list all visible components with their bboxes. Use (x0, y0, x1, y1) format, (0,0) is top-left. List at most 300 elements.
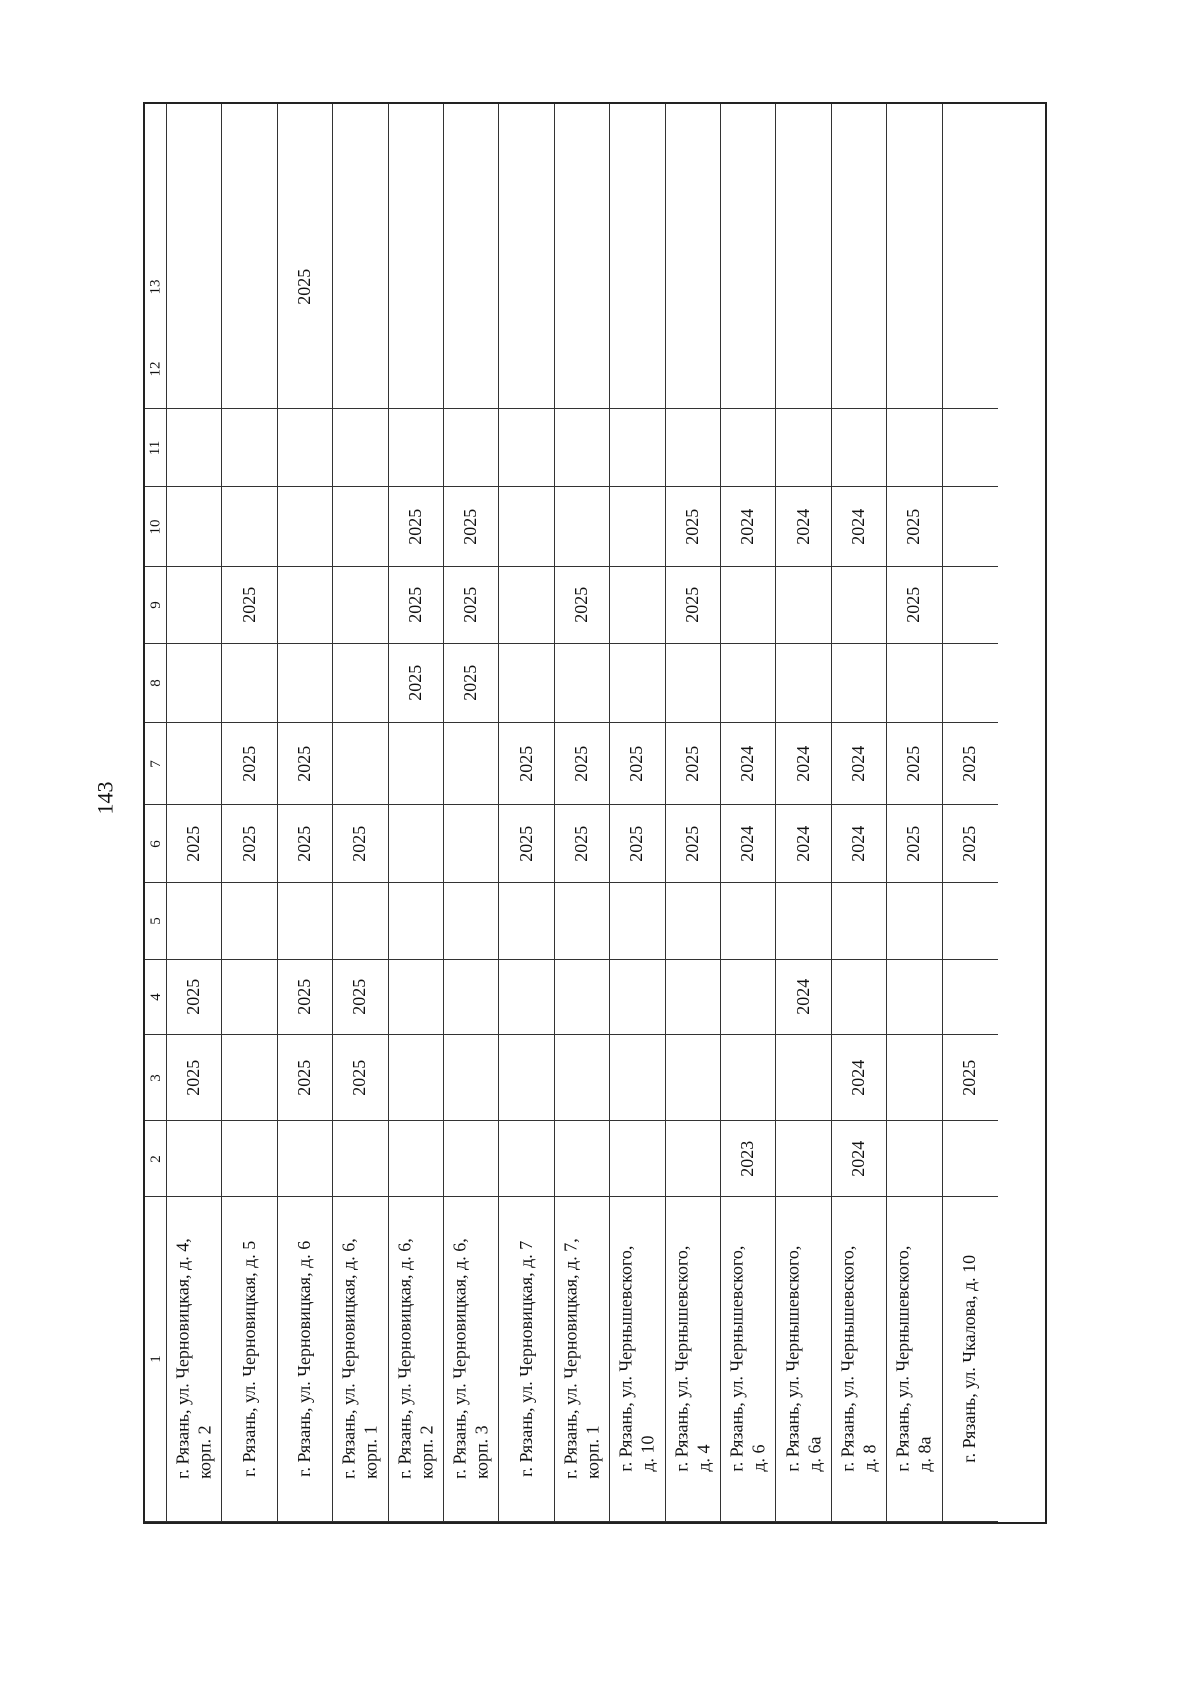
year-cell (943, 409, 998, 487)
year-cell (610, 409, 664, 487)
year-cell (666, 1121, 720, 1197)
year-value: 2024 (848, 745, 869, 782)
year-cell (887, 883, 941, 960)
year-cell (721, 567, 775, 644)
year-value: 2025 (903, 825, 924, 862)
address-cell (776, 1197, 830, 1522)
year-cell (444, 644, 498, 723)
year-cell (887, 805, 941, 883)
year-cell (610, 487, 664, 567)
year-value: 2025 (238, 745, 259, 782)
header-cell (145, 1197, 166, 1522)
year-cell (389, 1035, 443, 1121)
address-text (239, 1241, 261, 1477)
year-cell (610, 1035, 664, 1121)
address-line: г. Рязань, ул. Чернышевского, (615, 1245, 636, 1473)
year-cell (222, 805, 276, 883)
year-cell (499, 644, 553, 723)
year-cell (333, 644, 387, 723)
year-cell (555, 805, 609, 883)
year-cell (278, 567, 332, 644)
year-cell (887, 723, 941, 805)
address-line: г. Рязань, ул. Чернышевского, (837, 1245, 858, 1473)
table-row (278, 104, 333, 1522)
year-cell (167, 567, 221, 644)
year-value: 2025 (515, 745, 536, 782)
year-cell (389, 644, 443, 723)
header-label: 6 (147, 839, 164, 848)
page-number: 143 (92, 781, 117, 815)
year-cell (555, 644, 609, 723)
year-value: 2025 (571, 587, 592, 623)
year-cell (167, 1121, 221, 1197)
year-cell (721, 644, 775, 723)
header-cell (145, 244, 166, 330)
year-value: 2024 (737, 825, 758, 862)
year-cell (222, 1121, 276, 1197)
year-value: 2024 (792, 745, 813, 782)
year-cell (222, 723, 276, 805)
address-line: корп. 2 (415, 1425, 436, 1480)
year-cell (832, 330, 886, 409)
address-text (339, 1239, 382, 1480)
year-cell (499, 805, 553, 883)
year-value: 2024 (848, 1059, 869, 1096)
address-text (394, 1239, 437, 1480)
address-cell (389, 1197, 443, 1522)
year-cell (499, 960, 553, 1035)
table-row (776, 104, 831, 1522)
year-cell (610, 644, 664, 723)
year-cell (721, 1035, 775, 1121)
header-row (145, 104, 167, 1522)
year-cell (721, 409, 775, 487)
header-label: 13 (147, 279, 164, 295)
address-cell (610, 1197, 664, 1522)
address-line: г. Рязань, ул. Черновицкая, д. 6, (394, 1238, 415, 1480)
address-line: корп. 1 (360, 1425, 381, 1480)
year-value: 2025 (404, 665, 425, 701)
year-cell (555, 723, 609, 805)
year-cell (333, 330, 387, 409)
table-row (167, 104, 222, 1522)
address-text (450, 1239, 493, 1480)
year-value: 2025 (404, 508, 425, 545)
address-cell (222, 1197, 276, 1522)
address-line: корп. 2 (194, 1425, 215, 1480)
year-cell (333, 409, 387, 487)
year-cell (666, 1035, 720, 1121)
table-row (943, 104, 998, 1522)
header-cell (145, 723, 166, 805)
table-row (721, 104, 776, 1522)
year-cell (222, 330, 276, 409)
year-cell (333, 1035, 387, 1121)
address-line: г. Рязань, ул. Чернышевского, (781, 1245, 802, 1473)
year-cell (721, 805, 775, 883)
year-cell (776, 805, 830, 883)
year-cell (832, 883, 886, 960)
address-line: д. 10 (637, 1435, 658, 1473)
year-cell (444, 1035, 498, 1121)
year-cell (333, 567, 387, 644)
year-cell (389, 567, 443, 644)
year-cell (887, 487, 941, 567)
address-line: г. Рязань, ул. Черновицкая, д. 4, (172, 1238, 193, 1480)
address-cell (499, 1197, 553, 1522)
year-cell (776, 960, 830, 1035)
year-cell (167, 330, 221, 409)
table-row (666, 104, 721, 1522)
table-row (499, 104, 554, 1522)
address-line: корп. 3 (471, 1425, 492, 1480)
year-cell (555, 487, 609, 567)
address-cell (555, 1197, 609, 1522)
year-value: 2025 (183, 825, 204, 862)
year-cell (721, 487, 775, 567)
year-cell (832, 644, 886, 723)
year-cell (776, 487, 830, 567)
year-cell (666, 567, 720, 644)
table-row (555, 104, 610, 1522)
year-value: 2025 (626, 745, 647, 782)
year-cell (666, 723, 720, 805)
table-row (333, 104, 388, 1522)
year-cell (389, 330, 443, 409)
year-cell (776, 644, 830, 723)
year-cell (555, 330, 609, 409)
year-cell (776, 409, 830, 487)
year-cell (887, 1035, 941, 1121)
year-cell (167, 960, 221, 1035)
year-cell (222, 960, 276, 1035)
address-text (516, 1241, 538, 1477)
year-cell (278, 644, 332, 723)
header-label: 7 (147, 759, 164, 768)
year-value: 2025 (903, 587, 924, 623)
year-value: 2025 (294, 269, 315, 305)
year-cell (444, 330, 498, 409)
year-cell (278, 960, 332, 1035)
year-cell (666, 487, 720, 567)
header-cell (145, 409, 166, 487)
year-cell (610, 244, 664, 330)
year-value: 2024 (792, 979, 813, 1015)
year-cell (222, 567, 276, 644)
address-line: д. 8 (858, 1444, 879, 1473)
year-cell (499, 487, 553, 567)
year-cell (943, 1121, 998, 1197)
year-cell (167, 1035, 221, 1121)
year-value: 2025 (959, 825, 980, 862)
year-cell (776, 330, 830, 409)
year-cell (278, 487, 332, 567)
header-cell (145, 960, 166, 1035)
address-text (294, 1241, 316, 1477)
year-cell (943, 805, 998, 883)
year-cell (832, 487, 886, 567)
address-cell (666, 1197, 720, 1522)
year-cell (721, 960, 775, 1035)
address-cell (167, 1197, 221, 1522)
address-cell (278, 1197, 332, 1522)
year-cell (499, 567, 553, 644)
table-row (389, 104, 444, 1522)
address-line: г. Рязань, ул. Черновицкая, д. 5 (238, 1240, 259, 1478)
header-label: 5 (147, 917, 164, 925)
year-cell (776, 883, 830, 960)
year-cell (666, 644, 720, 723)
year-cell (776, 1121, 830, 1197)
year-cell (278, 723, 332, 805)
year-cell (610, 1121, 664, 1197)
year-cell (444, 244, 498, 330)
address-text (616, 1246, 659, 1472)
header-label: 8 (147, 679, 164, 687)
year-cell (222, 1035, 276, 1121)
year-cell (444, 883, 498, 960)
header-cell (145, 1121, 166, 1197)
year-cell (666, 805, 720, 883)
year-cell (389, 1121, 443, 1197)
year-cell (832, 1035, 886, 1121)
year-cell (832, 723, 886, 805)
year-value: 2025 (183, 979, 204, 1015)
year-cell (832, 244, 886, 330)
year-cell (499, 244, 553, 330)
year-value: 2025 (460, 665, 481, 701)
year-cell (499, 409, 553, 487)
year-cell (333, 1121, 387, 1197)
header-cell (145, 487, 166, 567)
address-text (960, 1255, 982, 1463)
year-cell (278, 883, 332, 960)
year-value: 2025 (681, 745, 702, 782)
year-cell (776, 723, 830, 805)
header-cell (145, 644, 166, 723)
year-cell (610, 805, 664, 883)
table-row (832, 104, 887, 1522)
year-value: 2025 (294, 745, 315, 782)
header-cell (145, 1035, 166, 1121)
year-cell (278, 330, 332, 409)
year-value: 2025 (183, 1059, 204, 1096)
year-cell (610, 330, 664, 409)
address-text (727, 1246, 770, 1472)
year-cell (333, 487, 387, 567)
year-cell (776, 567, 830, 644)
address-text (782, 1246, 825, 1472)
year-cell (943, 487, 998, 567)
year-value: 2025 (681, 825, 702, 862)
year-cell (444, 567, 498, 644)
header-label: 9 (147, 601, 164, 609)
year-cell (666, 883, 720, 960)
year-cell (167, 883, 221, 960)
address-cell (444, 1197, 498, 1522)
year-cell (167, 244, 221, 330)
year-cell (887, 567, 941, 644)
year-cell (610, 960, 664, 1035)
year-cell (499, 1035, 553, 1121)
year-value: 2024 (792, 825, 813, 862)
header-label: 12 (147, 361, 164, 377)
year-value: 2025 (959, 745, 980, 782)
header-cell (145, 567, 166, 644)
address-cell (832, 1197, 886, 1522)
year-cell (610, 883, 664, 960)
year-cell (167, 644, 221, 723)
year-cell (222, 487, 276, 567)
year-cell (444, 487, 498, 567)
year-cell (499, 330, 553, 409)
address-line: д. 6а (803, 1436, 824, 1473)
year-cell (555, 1035, 609, 1121)
address-cell (721, 1197, 775, 1522)
year-cell (832, 1121, 886, 1197)
address-cell (887, 1197, 941, 1522)
year-cell (499, 1121, 553, 1197)
address-line: г. Рязань, ул. Черновицкая, д. 6, (449, 1238, 470, 1480)
address-cell (943, 1197, 998, 1522)
year-cell (721, 244, 775, 330)
year-cell (721, 883, 775, 960)
year-cell (167, 409, 221, 487)
header-cell (145, 883, 166, 960)
year-cell (776, 244, 830, 330)
year-cell (499, 883, 553, 960)
header-cell (145, 330, 166, 409)
header-label: 4 (147, 993, 164, 1001)
year-cell (776, 1035, 830, 1121)
year-cell (943, 1035, 998, 1121)
year-cell (832, 960, 886, 1035)
year-value: 2025 (294, 979, 315, 1015)
table-row (444, 104, 499, 1522)
year-value: 2025 (238, 825, 259, 862)
year-cell (610, 567, 664, 644)
year-cell (222, 883, 276, 960)
header-label: 11 (147, 440, 164, 455)
year-cell (666, 330, 720, 409)
year-cell (555, 960, 609, 1035)
table-row (887, 104, 942, 1522)
year-cell (887, 1121, 941, 1197)
address-line: г. Рязань, ул. Чернышевского, (892, 1245, 913, 1473)
year-cell (333, 883, 387, 960)
table-row (610, 104, 665, 1522)
year-cell (222, 644, 276, 723)
year-value: 2025 (294, 825, 315, 862)
address-line: г. Рязань, ул. Черновицкая, д. 6, (338, 1238, 359, 1480)
year-value: 2024 (848, 508, 869, 545)
year-cell (610, 723, 664, 805)
address-line: г. Рязань, ул. Чкалова, д. 10 (959, 1255, 980, 1463)
year-cell (278, 409, 332, 487)
address-line: г. Рязань, ул. Черновицкая, д. 7, (560, 1238, 581, 1480)
year-cell (167, 805, 221, 883)
year-cell (389, 244, 443, 330)
year-value: 2025 (294, 1059, 315, 1096)
header-cell (145, 805, 166, 883)
year-cell (555, 244, 609, 330)
year-cell (444, 409, 498, 487)
year-cell (666, 244, 720, 330)
year-value: 2025 (238, 587, 259, 623)
year-cell (555, 409, 609, 487)
header-label: 1 (147, 1355, 164, 1363)
year-cell (333, 960, 387, 1035)
address-text (893, 1246, 936, 1472)
year-cell (333, 805, 387, 883)
year-value: 2024 (737, 508, 758, 545)
address-line: г. Рязань, ул. Черновицкая, д. 6 (294, 1240, 315, 1478)
year-cell (389, 487, 443, 567)
year-value: 2025 (515, 825, 536, 862)
address-cell (333, 1197, 387, 1522)
year-cell (389, 409, 443, 487)
year-cell (278, 805, 332, 883)
year-cell (832, 567, 886, 644)
header-label: 2 (147, 1154, 164, 1163)
year-cell (943, 567, 998, 644)
year-value: 2025 (959, 1059, 980, 1096)
address-line: д. 8а (914, 1436, 935, 1473)
year-cell (333, 723, 387, 805)
address-line: г. Рязань, ул. Чернышевского, (726, 1245, 747, 1473)
address-line: г. Рязань, ул. Черновицкая, д. 7 (515, 1240, 536, 1478)
year-cell (832, 805, 886, 883)
year-cell (167, 487, 221, 567)
year-cell (943, 723, 998, 805)
year-cell (222, 244, 276, 330)
header-label: 3 (147, 1073, 164, 1082)
year-cell (887, 644, 941, 723)
year-cell (721, 723, 775, 805)
year-cell (887, 409, 941, 487)
year-value: 2025 (626, 825, 647, 862)
year-cell (721, 330, 775, 409)
address-text (671, 1246, 714, 1472)
year-value: 2024 (792, 508, 813, 545)
year-value: 2025 (681, 587, 702, 623)
year-value: 2025 (681, 508, 702, 545)
address-line: д. 6 (748, 1444, 769, 1473)
year-value: 2023 (737, 1140, 758, 1177)
year-value: 2025 (571, 745, 592, 782)
address-text (837, 1246, 880, 1472)
table-row (222, 104, 277, 1522)
year-cell (499, 723, 553, 805)
year-cell (666, 409, 720, 487)
year-value: 2025 (460, 587, 481, 623)
year-value: 2025 (349, 979, 370, 1015)
year-value: 2025 (903, 745, 924, 782)
year-cell (943, 883, 998, 960)
data-table (143, 102, 1047, 1524)
year-cell (721, 1121, 775, 1197)
address-text (560, 1239, 603, 1480)
year-cell (887, 960, 941, 1035)
year-cell (389, 723, 443, 805)
year-cell (887, 244, 941, 330)
year-cell (278, 1121, 332, 1197)
address-line: г. Рязань, ул. Чернышевского, (671, 1245, 692, 1473)
address-line: корп. 1 (581, 1425, 602, 1480)
year-cell (887, 330, 941, 409)
year-cell (389, 805, 443, 883)
year-value: 2024 (848, 825, 869, 862)
